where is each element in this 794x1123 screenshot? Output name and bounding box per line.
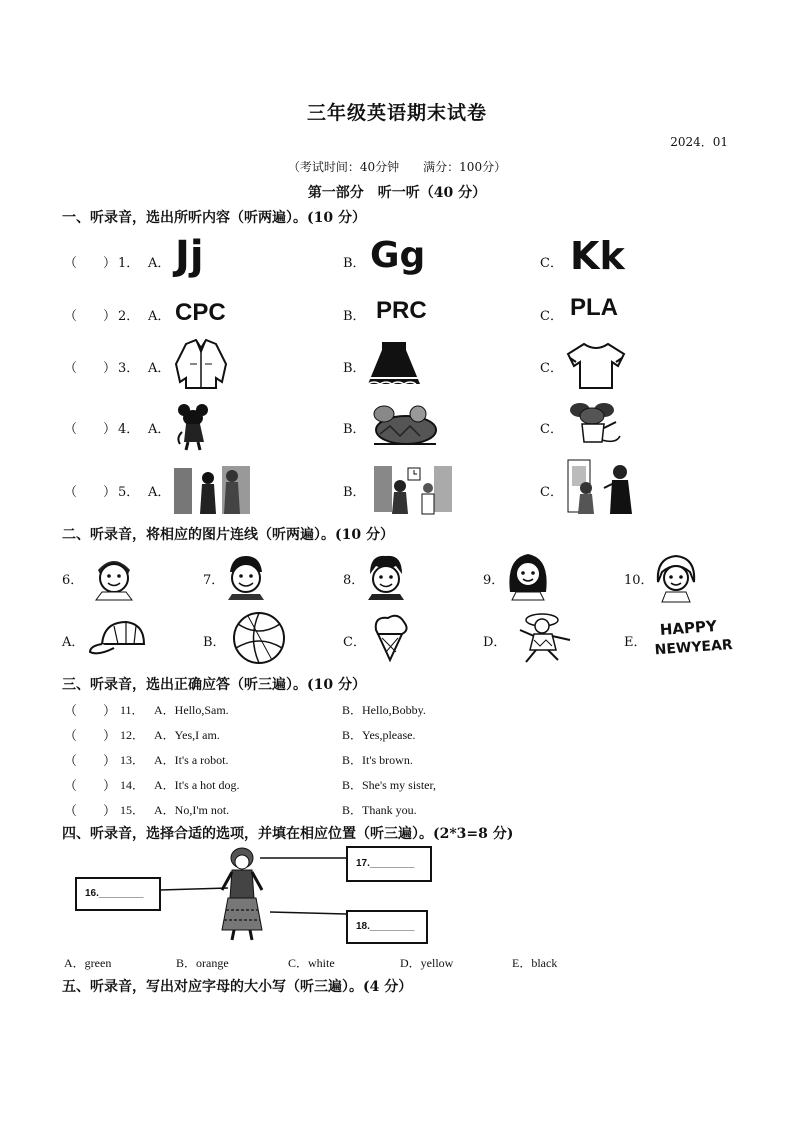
answer-paren[interactable]: （ ） bbox=[64, 422, 117, 437]
section5-heading: 五、听录音，写出对应字母的大小写（听三遍）。(4 分） bbox=[62, 979, 413, 995]
q-number: 2． bbox=[118, 309, 140, 324]
option-b: B．Yes,please. bbox=[342, 728, 416, 742]
answer-paren[interactable]: （ ） bbox=[64, 804, 117, 819]
match-number-6: 6． bbox=[62, 573, 84, 588]
list-item bbox=[64, 750, 564, 775]
answer-paren[interactable]: （ ） bbox=[64, 704, 117, 719]
ice-cream-image bbox=[370, 612, 410, 662]
new-year-text: NEWYEAR bbox=[654, 636, 734, 659]
boy-face-8-image bbox=[364, 552, 408, 600]
answer-paren[interactable]: （ ） bbox=[64, 361, 117, 376]
option-b: B．It's brown. bbox=[342, 753, 413, 767]
match-letter-b: B． bbox=[203, 635, 226, 650]
answer-paren[interactable]: （ ） bbox=[64, 729, 117, 744]
mouse-standing-image bbox=[176, 402, 218, 452]
answer-box-17[interactable]: 17.________ bbox=[346, 846, 432, 882]
option-c-label: C． bbox=[540, 361, 563, 376]
exam-info: （考试时间：40分钟 满分：100分） bbox=[287, 160, 507, 174]
letter-gg: Gg bbox=[370, 235, 426, 276]
q-number: 12． bbox=[120, 728, 145, 742]
mouse-lying-image bbox=[370, 400, 440, 448]
list-item bbox=[64, 800, 564, 825]
option-b-label: B． bbox=[343, 256, 366, 271]
section1-heading: 一、听录音，选出所听内容（听两遍）。(10 分） bbox=[62, 210, 366, 226]
answer-paren[interactable]: （ ） bbox=[64, 754, 117, 769]
answer-paren[interactable]: （ ） bbox=[64, 309, 117, 324]
option-b: B．Thank you. bbox=[342, 803, 417, 817]
q-number: 14． bbox=[120, 778, 145, 792]
answer-paren[interactable]: （ ） bbox=[64, 779, 117, 794]
option-c-label: C． bbox=[540, 485, 563, 500]
answer-paren[interactable]: （ ） bbox=[64, 256, 117, 271]
ball-image bbox=[228, 612, 290, 664]
color-option-d: D．yellow bbox=[400, 956, 454, 970]
option-b: B．Hello,Bobby. bbox=[342, 703, 426, 717]
color-option-e: E．black bbox=[512, 956, 558, 970]
q-number: 15． bbox=[120, 803, 145, 817]
q-number: 5． bbox=[118, 485, 140, 500]
q-number: 3． bbox=[118, 361, 140, 376]
q-number: 11． bbox=[120, 703, 144, 717]
girl-face-9-image bbox=[506, 548, 550, 600]
exam-date: 2024．01 bbox=[670, 135, 728, 149]
option-a-label: A． bbox=[148, 361, 171, 376]
option-c-label: C． bbox=[540, 256, 563, 271]
jacket-image bbox=[172, 338, 230, 390]
option-a: A．Yes,I am. bbox=[154, 728, 220, 742]
section4-heading: 四、听录音，选择合适的选项，并填在相应位置（听三遍）。(2*3=8 分) bbox=[62, 826, 514, 842]
abbr-cpc: CPC bbox=[175, 299, 226, 326]
tshirt-image bbox=[566, 340, 626, 390]
girl-playing-image bbox=[512, 610, 578, 664]
happy-new-year-image bbox=[653, 616, 734, 661]
match-letter-e: E． bbox=[624, 635, 647, 650]
match-letter-c: C． bbox=[343, 635, 366, 650]
list-item bbox=[64, 775, 564, 800]
option-b-label: B． bbox=[343, 422, 366, 437]
scene-greeting-b-image bbox=[372, 464, 454, 514]
match-number-7: 7． bbox=[203, 573, 225, 588]
mouse-waving-image bbox=[566, 400, 624, 446]
scene-greeting-a-image bbox=[172, 464, 252, 516]
option-b-label: B． bbox=[343, 309, 366, 324]
option-a-label: A． bbox=[148, 309, 171, 324]
answer-paren[interactable]: （ ） bbox=[64, 485, 117, 500]
option-a-label: A． bbox=[148, 256, 171, 271]
option-a: A．Hello,Sam. bbox=[154, 703, 229, 717]
option-c-label: C． bbox=[540, 422, 563, 437]
option-b-label: B． bbox=[343, 485, 366, 500]
match-number-8: 8． bbox=[343, 573, 365, 588]
option-b-label: B． bbox=[343, 361, 366, 376]
letter-kk: Kk bbox=[570, 234, 625, 278]
match-letter-d: D． bbox=[483, 635, 507, 650]
q-number: 1． bbox=[118, 256, 140, 271]
section2-heading: 二、听录音，将相应的图片连线（听两遍）。(10 分） bbox=[62, 527, 394, 543]
cap-image bbox=[88, 618, 152, 658]
girl-face-10-image bbox=[654, 550, 698, 602]
option-c-label: C． bbox=[540, 309, 563, 324]
abbr-prc: PRC bbox=[376, 297, 427, 324]
match-number-9: 9． bbox=[483, 573, 505, 588]
option-a: A．It's a robot. bbox=[154, 753, 229, 767]
skirt-image bbox=[366, 340, 422, 388]
answer-box-16[interactable]: 16.________ bbox=[75, 877, 161, 911]
happy-text: HAPPY bbox=[659, 617, 718, 639]
section3-list bbox=[64, 700, 564, 825]
list-item bbox=[64, 725, 564, 750]
boy-face-6-image bbox=[92, 552, 136, 600]
color-option-b: B．orange bbox=[176, 956, 229, 970]
part-one-heading: 第一部分 听一听（40 分） bbox=[307, 185, 487, 201]
match-letter-a: A． bbox=[62, 635, 85, 650]
option-a-label: A． bbox=[148, 422, 171, 437]
option-b: B．She's my sister, bbox=[342, 778, 437, 792]
section3-heading: 三、听录音，选出正确应答（听三遍）。(10 分） bbox=[62, 677, 366, 693]
boy-face-7-image bbox=[224, 552, 268, 600]
scene-greeting-c-image bbox=[566, 458, 642, 514]
color-option-a: A．green bbox=[64, 956, 112, 970]
q-number: 13． bbox=[120, 753, 145, 767]
q-number: 4． bbox=[118, 422, 140, 437]
match-number-10: 10． bbox=[624, 573, 654, 588]
page-title: 三年级英语期末试卷 bbox=[306, 102, 487, 124]
girl-figure-image bbox=[212, 846, 272, 942]
answer-box-18[interactable]: 18.________ bbox=[346, 910, 428, 944]
option-a: A．It's a hot dog. bbox=[154, 778, 240, 792]
list-item bbox=[64, 700, 564, 725]
color-option-c: C．white bbox=[288, 956, 335, 970]
letter-jj: Jj bbox=[175, 233, 204, 279]
option-a-label: A． bbox=[148, 485, 171, 500]
option-a: A．No,I'm not. bbox=[154, 803, 230, 817]
abbr-pla: PLA bbox=[570, 294, 618, 321]
